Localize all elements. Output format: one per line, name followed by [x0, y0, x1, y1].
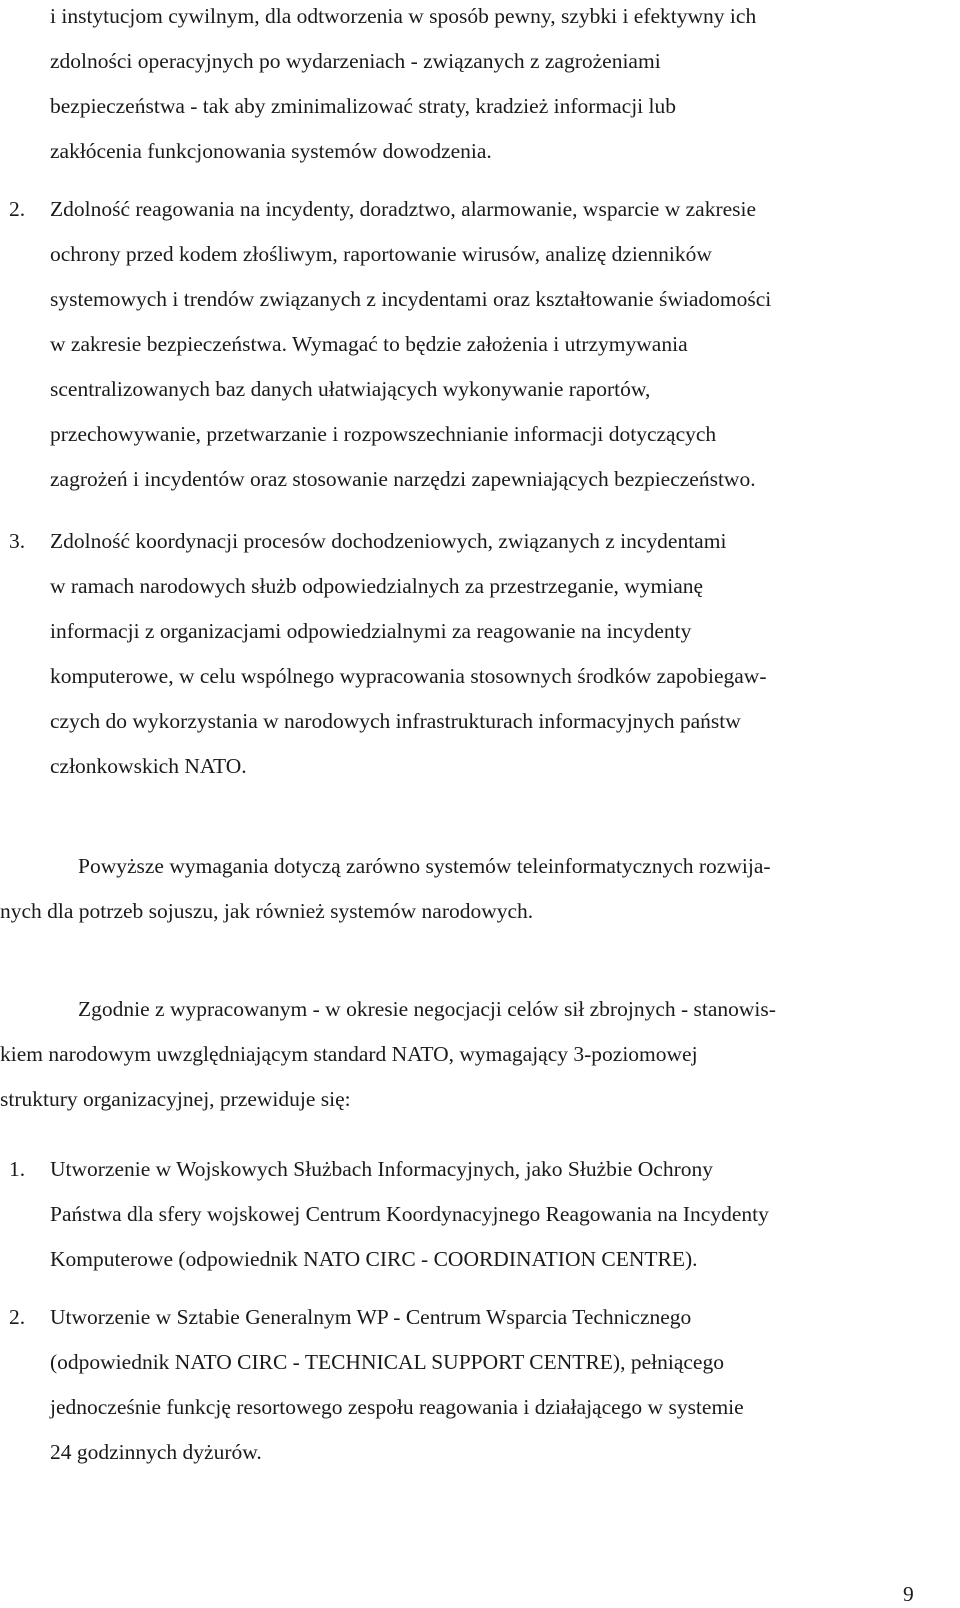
text-line: bezpieczeństwa - tak aby zminimalizować straty, kradzież informacji lub	[50, 94, 677, 118]
text-line: nych dla potrzeb sojuszu, jak również systemów narodowych.	[0, 899, 534, 923]
text-line: i instytucjom cywilnym, dla odtworzenia w sposób pewny, szybki i efektywny ich	[50, 4, 757, 28]
text-line: scentralizowanych baz danych ułatwiających wykonywanie raportów,	[50, 377, 651, 401]
text-line: Utworzenie w Sztabie Generalnym WP - Centrum Wsparcia Technicznego	[50, 1305, 692, 1329]
list-number: 2.	[9, 197, 26, 221]
text-line: Powyższe wymagania dotyczą zarówno systemów teleinformatycznych rozwija-	[78, 854, 771, 878]
text-line: Komputerowe (odpowiednik NATO CIRC - COORDINATION CENTRE).	[50, 1247, 698, 1271]
text-line: ochrony przed kodem złośliwym, raportowanie wirusów, analizę dzienników	[50, 242, 712, 266]
text-line: przechowywanie, przetwarzanie i rozpowszechnianie informacji dotyczących	[50, 422, 717, 446]
text-line: Zgodnie z wypracowanym - w okresie negocjacji celów sił zbrojnych - stanowis-	[78, 997, 776, 1021]
text-line: członkowskich NATO.	[50, 754, 247, 778]
text-line: czych do wykorzystania w narodowych infrastrukturach informacyjnych państw	[50, 709, 741, 733]
list-number: 3.	[9, 529, 26, 553]
text-line: systemowych i trendów związanych z incydentami oraz kształtowanie świadomości	[50, 287, 772, 311]
page-number: 9	[903, 1582, 914, 1606]
text-line: jednocześnie funkcję resortowego zespołu reagowania i działającego w systemie	[50, 1395, 744, 1419]
text-line: w ramach narodowych służb odpowiedzialnych za przestrzeganie, wymianę	[50, 574, 704, 598]
text-line: Utworzenie w Wojskowych Służbach Informacyjnych, jako Służbie Ochrony	[50, 1157, 714, 1181]
text-line: Zdolność reagowania na incydenty, doradztwo, alarmowanie, wsparcie w zakresie	[50, 197, 757, 221]
text-line: 24 godzinnych dyżurów.	[50, 1440, 262, 1464]
text-line: kiem narodowym uwzględniającym standard NATO, wymagający 3-poziomowej	[0, 1042, 698, 1066]
text-line: (odpowiednik NATO CIRC - TECHNICAL SUPPORT CENTRE), pełniącego	[50, 1350, 724, 1374]
text-line: komputerowe, w celu wspólnego wypracowania stosownych środków zapobiegaw-	[50, 664, 767, 688]
text-line: zdolności operacyjnych po wydarzeniach - związanych z zagrożeniami	[50, 49, 661, 73]
list-number: 2.	[9, 1305, 26, 1329]
text-line: informacji z organizacjami odpowiedzialnymi za reagowanie na incydenty	[50, 619, 692, 643]
text-line: zakłócenia funkcjonowania systemów dowodzenia.	[50, 139, 492, 163]
list-number: 1.	[9, 1157, 26, 1181]
text-line: zagrożeń i incydentów oraz stosowanie narzędzi zapewniających bezpieczeństwo.	[50, 467, 756, 491]
text-line: Zdolność koordynacji procesów dochodzeniowych, związanych z incydentami	[50, 529, 727, 553]
text-line: Państwa dla sfery wojskowej Centrum Koordynacyjnego Reagowania na Incydenty	[50, 1202, 769, 1226]
text-line: struktury organizacyjnej, przewiduje się:	[0, 1087, 351, 1111]
text-line: w zakresie bezpieczeństwa. Wymagać to będzie założenia i utrzymywania	[50, 332, 688, 356]
